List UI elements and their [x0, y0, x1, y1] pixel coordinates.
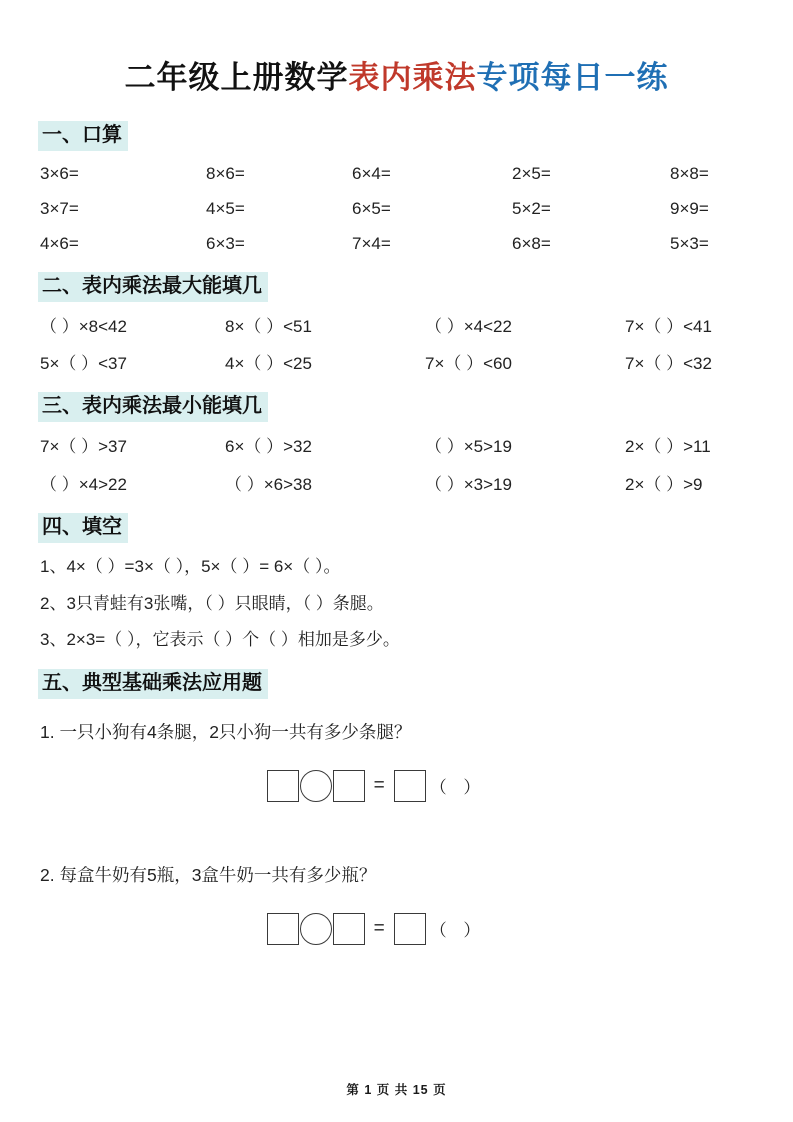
section-heading-1: 一、口算: [38, 121, 128, 151]
section-heading-5: 五、典型基础乘法应用题: [38, 669, 268, 699]
exercise-item: 2×（ ）>9: [625, 474, 703, 494]
fill-blank-line: 3、2×3=（ ），它表示（ ）个（ ）相加是多少。: [40, 630, 400, 650]
exercise-item: 4×5=: [206, 198, 245, 218]
section-1-grid: [40, 157, 759, 262]
exercise-item: 6×（ ）>32: [225, 437, 312, 457]
exercise-item: （ ）×8<42: [40, 316, 127, 336]
exercise-item: 7×（ ）>37: [40, 437, 127, 457]
answer-box-icon[interactable]: [333, 913, 365, 945]
exercise-item: 4×（ ）<25: [225, 353, 312, 373]
exercise-item: 8×6=: [206, 164, 245, 183]
exercise-item: 6×4=: [352, 164, 391, 183]
section-3-grid: [40, 428, 759, 503]
section-heading-4: 四、填空: [38, 513, 128, 543]
answer-slot-row: [0, 913, 759, 945]
exercise-item: 7×（ ）<41: [625, 316, 712, 336]
exercise-item: （ ）×4<22: [425, 316, 512, 336]
exercise-item: 8×（ ）<51: [225, 316, 312, 336]
exercise-item: （ ）×3>19: [425, 474, 512, 494]
exercise-item: 4×6=: [40, 233, 79, 253]
exercise-item: 6×8=: [512, 233, 551, 253]
exercise-item: 3×6=: [40, 164, 79, 183]
answer-box-icon[interactable]: [267, 913, 299, 945]
equals-sign: =: [373, 917, 385, 939]
fill-blank-line: 2、3只青蛙有3张嘴，（ ）只眼睛，（ ）条腿。: [40, 593, 384, 613]
answer-box-icon[interactable]: [333, 770, 365, 802]
exercise-item: 3×7=: [40, 198, 79, 218]
operator-circle-icon[interactable]: [300, 770, 332, 802]
title-part-3: 专项每日一练: [476, 60, 669, 95]
exercise-item: 5×3=: [670, 233, 709, 253]
exercise-item: 5×2=: [512, 198, 551, 218]
word-problem-question: 1. 一只小狗有4条腿，2只小狗一共有多少条腿？: [40, 721, 412, 742]
answer-box-icon[interactable]: [267, 770, 299, 802]
exercise-item: 2×（ ）>11: [625, 437, 711, 457]
exercise-item: 6×3=: [206, 233, 245, 253]
unit-paren: （ ）: [429, 778, 487, 798]
answer-slot-row: [0, 770, 759, 802]
exercise-item: 7×4=: [352, 233, 391, 253]
equals-sign: =: [373, 774, 385, 796]
answer-box-icon[interactable]: [394, 913, 426, 945]
page-title: [34, 52, 759, 97]
title-part-1: 二年级上册数学: [124, 60, 349, 95]
exercise-item: 5×（ ）<37: [40, 353, 127, 373]
exercise-item: 7×（ ）<60: [425, 353, 512, 373]
section-heading-2: 二、表内乘法最大能填几: [38, 272, 268, 302]
exercise-item: 6×5=: [352, 198, 391, 218]
exercise-item: 2×5=: [512, 164, 551, 183]
exercise-item: （ ）×4>22: [40, 474, 127, 494]
exercise-item: （ ）×6>38: [225, 474, 312, 494]
section-heading-3: 三、表内乘法最小能填几: [38, 392, 268, 422]
unit-paren: （ ）: [429, 921, 487, 941]
exercise-item: 7×（ ）<32: [625, 353, 712, 373]
section-2-grid: [40, 308, 759, 383]
title-part-2: 表内乘法: [348, 60, 477, 95]
page-footer: 第 1 页 共 15 页: [346, 1083, 447, 1097]
fill-blank-line: 1、4×（ ）=3×（ ），5×（ ）= 6×（ ）。: [40, 557, 341, 577]
exercise-item: 9×9=: [670, 198, 709, 218]
operator-circle-icon[interactable]: [300, 913, 332, 945]
exercise-item: （ ）×5>19: [425, 437, 512, 457]
word-problem-question: 2. 每盒牛奶有5瓶，3盒牛奶一共有多少瓶？: [40, 864, 377, 885]
answer-box-icon[interactable]: [394, 770, 426, 802]
exercise-item: 8×8=: [670, 164, 709, 183]
